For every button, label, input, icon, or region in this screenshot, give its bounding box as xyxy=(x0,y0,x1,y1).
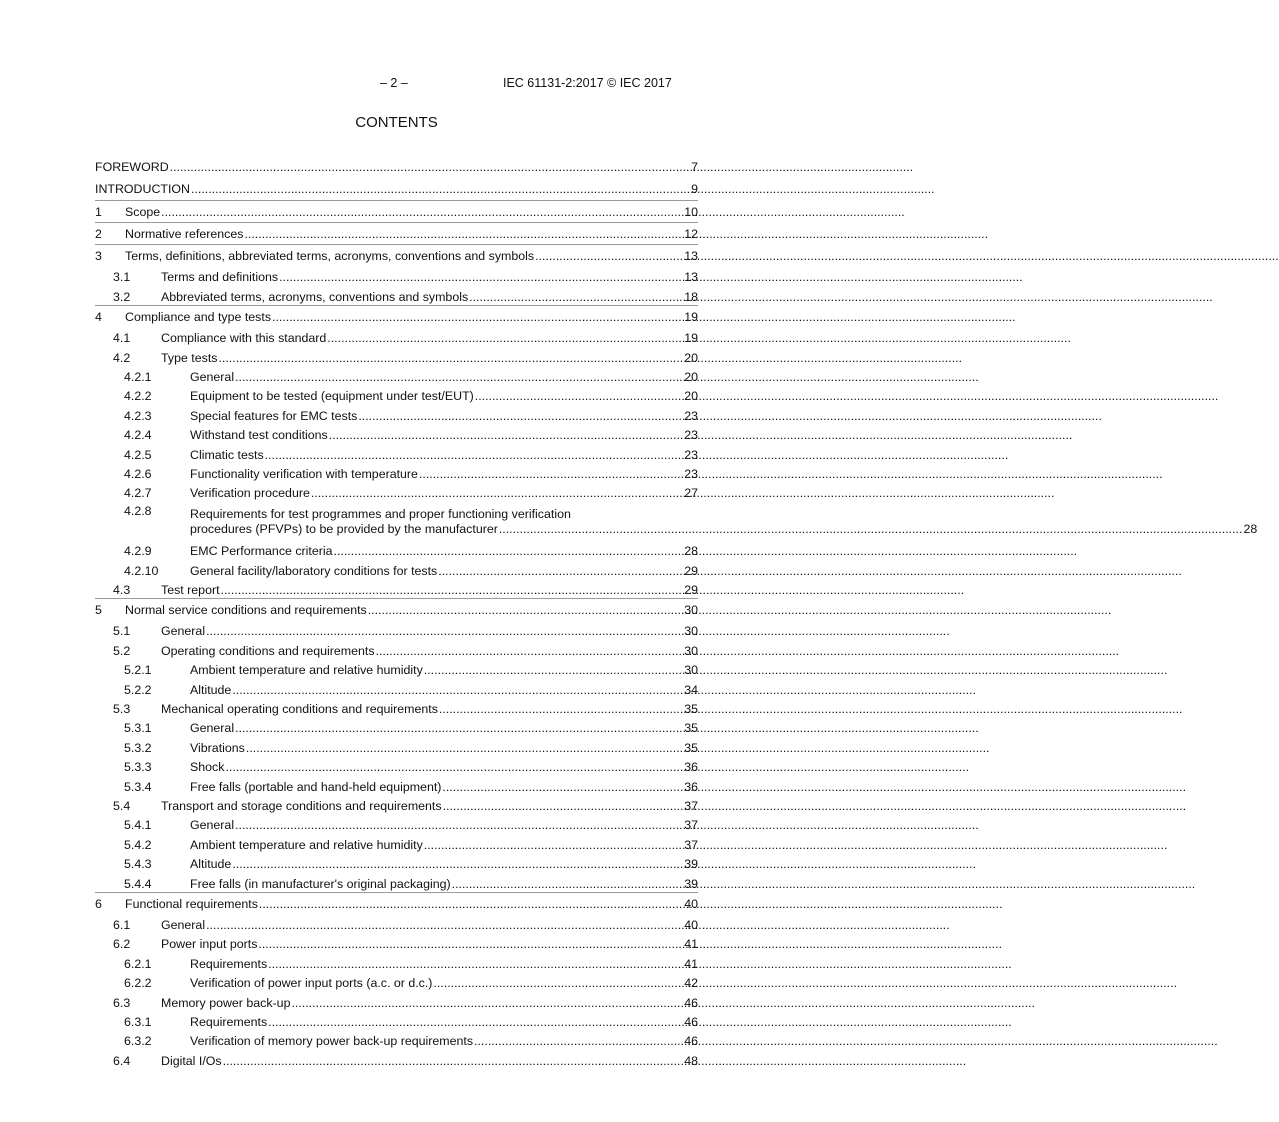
page-number: – 2 – xyxy=(380,76,408,90)
toc-entry-title: Compliance with this standard xyxy=(161,331,327,346)
toc-entry-page: 28 xyxy=(1243,522,1258,537)
toc-entry-number: 1 xyxy=(95,205,102,220)
toc-entry[interactable] xyxy=(95,463,698,482)
toc-dot-leader xyxy=(376,644,684,659)
toc-entry-page: 40 xyxy=(684,897,698,912)
toc-entry-title: Verification of memory power back-up requirements xyxy=(190,1034,474,1049)
toc-entry-number: 6.2.1 xyxy=(124,956,152,971)
toc-entry-title: Verification procedure xyxy=(190,486,310,501)
toc-entry[interactable] xyxy=(95,1050,698,1069)
toc-entry-number: 5.2.1 xyxy=(124,663,152,678)
toc-entry-number: 6.4 xyxy=(113,1053,131,1068)
toc-entry[interactable] xyxy=(95,659,698,678)
toc-dot-leader xyxy=(419,467,683,482)
toc-dot-leader xyxy=(235,818,683,833)
toc-entry[interactable] xyxy=(95,892,698,912)
toc-entry-title: Ambient temperature and relative humidity xyxy=(190,837,423,852)
toc-entry-title: General xyxy=(190,818,235,833)
toc-entry[interactable] xyxy=(95,244,698,264)
standard-reference: IEC 61131-2:2017 © IEC 2017 xyxy=(503,76,672,90)
toc-entry[interactable] xyxy=(95,914,698,933)
toc-entry-page: 35 xyxy=(684,702,698,717)
toc-entry-page: 7 xyxy=(691,160,698,175)
toc-entry-number: 3 xyxy=(95,249,102,264)
toc-entry-number: 6.2 xyxy=(113,937,131,952)
toc-entry-page: 30 xyxy=(684,643,698,658)
toc-dot-leader xyxy=(235,721,683,736)
toc-dot-leader xyxy=(206,918,683,933)
toc-dot-leader xyxy=(535,249,683,264)
toc-entry-title: Free falls (in manufacturer's original packaging) xyxy=(190,876,451,891)
toc-entry-number: 5.3 xyxy=(113,702,131,717)
toc-entry[interactable] xyxy=(95,737,698,756)
toc-entry[interactable] xyxy=(95,443,698,462)
toc-entry-page: 30 xyxy=(684,624,698,639)
toc-entry-page: 23 xyxy=(684,408,698,423)
toc-dot-leader xyxy=(368,603,683,618)
toc-dot-leader xyxy=(161,205,683,220)
toc-entry[interactable] xyxy=(95,853,698,872)
toc-entry-title: General xyxy=(161,918,206,933)
toc-dot-leader xyxy=(291,996,683,1011)
toc-entry-number: 4.2.3 xyxy=(124,408,152,423)
toc-entry-title: Altitude xyxy=(190,682,232,697)
toc-entry-title: General xyxy=(161,624,206,639)
toc-dot-leader xyxy=(442,780,683,795)
toc-entry[interactable] xyxy=(95,404,698,423)
toc-entry[interactable] xyxy=(95,678,698,697)
toc-entry-number: 5.3.3 xyxy=(124,760,152,775)
toc-entry-title: Equipment to be tested (equipment under test/EUT) xyxy=(190,389,474,404)
toc-dot-leader xyxy=(474,1034,683,1049)
toc-entry-page: 37 xyxy=(684,799,698,814)
toc-entry-page: 28 xyxy=(684,544,698,559)
toc-entry-number: 6 xyxy=(95,897,102,912)
toc-entry-title: Withstand test conditions xyxy=(190,428,328,443)
toc-dot-leader xyxy=(191,182,690,197)
toc-entry-number: 4.2.5 xyxy=(124,447,152,462)
toc-entry-number: 2 xyxy=(95,227,102,242)
toc-entry-number: 5.4.4 xyxy=(124,876,152,891)
toc-entry-title: General facility/laboratory conditions for tests xyxy=(190,563,438,578)
toc-entry-page: 19 xyxy=(684,310,698,325)
toc-entry-title: EMC Performance criteria xyxy=(190,544,333,559)
toc-entry-page: 39 xyxy=(684,857,698,872)
toc-entry-page: 23 xyxy=(684,466,698,481)
toc-entry[interactable] xyxy=(95,991,698,1010)
page-title: CONTENTS xyxy=(355,114,438,131)
toc-entry-page: 20 xyxy=(684,369,698,384)
toc-entry-page: 20 xyxy=(684,389,698,404)
toc-dot-leader xyxy=(232,683,683,698)
toc-entry-page: 46 xyxy=(684,1015,698,1030)
toc-entry-title: Terms, definitions, abbreviated terms, acronyms, conventions and symbols xyxy=(125,249,535,264)
toc-dot-leader xyxy=(232,857,683,872)
toc-entry-title: Memory power back-up xyxy=(161,995,291,1010)
toc-entry[interactable] xyxy=(95,385,698,404)
toc-entry-title: Abbreviated terms, acronyms, conventions and symbols xyxy=(161,289,469,304)
toc-entry[interactable] xyxy=(95,756,698,775)
toc-entry-page: 18 xyxy=(684,289,698,304)
toc-entry[interactable] xyxy=(95,640,698,659)
toc-entry-number: 5.4.2 xyxy=(124,837,152,852)
toc-entry-title: Altitude xyxy=(190,857,232,872)
toc-entry[interactable] xyxy=(95,200,698,220)
toc-entry-page: 48 xyxy=(684,1053,698,1068)
toc-entry[interactable] xyxy=(95,795,698,814)
toc-entry-page: 41 xyxy=(684,956,698,971)
toc-dot-leader xyxy=(265,448,684,463)
toc-entry-title: Special features for EMC tests xyxy=(190,408,358,423)
toc-entry-number: 5.2 xyxy=(113,643,131,658)
toc-entry[interactable] xyxy=(95,814,698,833)
toc-entry[interactable] xyxy=(95,540,698,559)
toc-entry-number: 4.2 xyxy=(113,350,131,365)
toc-entry-title: Functional requirements xyxy=(125,897,258,912)
toc-entry-page: 29 xyxy=(684,563,698,578)
toc-entry-page: 37 xyxy=(684,837,698,852)
toc-entry[interactable] xyxy=(95,366,698,385)
toc-entry-page: 30 xyxy=(684,663,698,678)
toc-entry-page: 46 xyxy=(684,1034,698,1049)
toc-entry-number: 4 xyxy=(95,310,102,325)
toc-dot-leader xyxy=(259,897,683,912)
toc-dot-leader xyxy=(358,409,683,424)
toc-entry-title: Scope xyxy=(125,205,161,220)
toc-entry-page: 37 xyxy=(684,818,698,833)
toc-dot-leader xyxy=(475,389,683,404)
toc-entry-page: 29 xyxy=(684,583,698,598)
toc-entry-number: 4.2.8 xyxy=(124,504,152,519)
toc-entry[interactable] xyxy=(95,834,698,853)
toc-entry-title: Free falls (portable and hand-held equipment) xyxy=(190,779,442,794)
toc-dot-leader xyxy=(223,1054,684,1069)
toc-entry[interactable] xyxy=(95,872,698,891)
toc-dot-leader xyxy=(235,370,683,385)
toc-entry-title: Functionality verification with temperature xyxy=(190,466,418,481)
toc-dot-leader xyxy=(279,270,683,285)
toc-entry-number: 4.1 xyxy=(113,331,131,346)
toc-entry-title: Requirements for test programmes and proper functioning verification xyxy=(190,507,571,522)
toc-dot-leader xyxy=(469,290,683,305)
toc-entry[interactable] xyxy=(95,953,698,972)
toc-dot-leader xyxy=(244,227,683,242)
toc-dot-leader xyxy=(268,957,683,972)
toc-entry-page: 27 xyxy=(684,486,698,501)
toc-entry-page: 9 xyxy=(691,182,698,197)
toc-entry-title: Test report xyxy=(161,583,220,598)
toc-entry[interactable] xyxy=(95,266,698,285)
toc-entry[interactable] xyxy=(95,346,698,365)
toc-entry-title: FOREWORD xyxy=(95,160,169,175)
toc-entry-page: 19 xyxy=(684,331,698,346)
toc-dot-leader xyxy=(272,310,683,325)
toc-dot-leader xyxy=(499,522,1243,537)
toc-dot-leader xyxy=(439,702,683,717)
toc-entry-number: 4.2.2 xyxy=(124,389,152,404)
toc-dot-leader xyxy=(311,486,683,501)
toc-entry[interactable] xyxy=(95,1011,698,1030)
toc-entry[interactable] xyxy=(95,156,698,175)
toc-entry[interactable] xyxy=(95,305,698,325)
toc-dot-leader xyxy=(225,760,683,775)
toc-dot-leader xyxy=(258,937,683,952)
toc-entry-title: Shock xyxy=(190,760,225,775)
toc-entry-number: 4.2.1 xyxy=(124,369,152,384)
toc-entry-number: 5.3.1 xyxy=(124,721,152,736)
toc-entry-page: 34 xyxy=(684,682,698,697)
toc-entry-page: 46 xyxy=(684,995,698,1010)
toc-entry-page: 41 xyxy=(684,937,698,952)
toc-entry-page: 10 xyxy=(684,205,698,220)
toc-entry-title: Ambient temperature and relative humidity xyxy=(190,663,423,678)
toc-entry-number: 5.2.2 xyxy=(124,682,152,697)
toc-entry-title: Type tests xyxy=(161,350,218,365)
toc-entry-title: General xyxy=(190,721,235,736)
toc-entry-number: 6.2.2 xyxy=(124,976,152,991)
toc-entry[interactable] xyxy=(95,775,698,794)
toc-entry-page: 12 xyxy=(684,227,698,242)
toc-entry-number: 5.3.2 xyxy=(124,740,152,755)
toc-dot-leader xyxy=(334,544,684,559)
toc-entry-title: INTRODUCTION xyxy=(95,182,190,197)
toc-dot-leader xyxy=(424,838,683,853)
toc-entry-page: 13 xyxy=(684,270,698,285)
toc-entry-number: 6.3.1 xyxy=(124,1015,152,1030)
toc-entry-page: 39 xyxy=(684,876,698,891)
toc-entry-number: 6.3 xyxy=(113,995,131,1010)
toc-entry-page: 13 xyxy=(684,249,698,264)
toc-dot-leader xyxy=(452,877,684,892)
toc-entry-title: Operating conditions and requirements xyxy=(161,643,375,658)
toc-entry[interactable] xyxy=(95,620,698,639)
toc-entry-title: General xyxy=(190,369,235,384)
toc-entry-page: 36 xyxy=(684,779,698,794)
toc-entry[interactable] xyxy=(95,178,698,197)
toc-entry-number: 5.4.3 xyxy=(124,857,152,872)
toc-entry-page: 35 xyxy=(684,740,698,755)
toc-dot-leader xyxy=(268,1015,683,1030)
toc-entry[interactable] xyxy=(95,579,698,598)
toc-entry-title: Digital I/Os xyxy=(161,1053,222,1068)
toc-entry-title: Normative references xyxy=(125,227,244,242)
toc-entry-title: Climatic tests xyxy=(190,447,264,462)
toc-entry-number: 6.1 xyxy=(113,918,131,933)
toc-dot-leader xyxy=(438,564,683,579)
toc-entry[interactable] xyxy=(95,327,698,346)
toc-entry-page: 23 xyxy=(684,428,698,443)
toc-entry-page: 20 xyxy=(684,350,698,365)
toc-entry-page: 42 xyxy=(684,976,698,991)
toc-entry-page: 36 xyxy=(684,760,698,775)
toc-entry-title: Vibrations xyxy=(190,740,245,755)
toc-entry[interactable] xyxy=(95,1030,698,1049)
toc-entry-page: 30 xyxy=(684,603,698,618)
toc-entry-number: 3.2 xyxy=(113,289,131,304)
toc-entry-number: 5.3.4 xyxy=(124,779,152,794)
toc-entry-number: 4.2.9 xyxy=(124,544,152,559)
toc-entry-title: Transport and storage conditions and requirements xyxy=(161,799,442,814)
toc-dot-leader xyxy=(433,976,683,991)
toc-entry[interactable] xyxy=(95,559,698,578)
toc-dot-leader xyxy=(246,741,683,756)
toc-entry-title: Requirements xyxy=(190,956,268,971)
toc-entry-number: 5.4.1 xyxy=(124,818,152,833)
toc-entry-number: 4.3 xyxy=(113,583,131,598)
toc-dot-leader xyxy=(424,663,683,678)
toc-entry-number: 5.4 xyxy=(113,799,131,814)
toc-entry[interactable] xyxy=(95,482,698,501)
toc-dot-leader xyxy=(329,428,683,443)
toc-entry-title: Terms and definitions xyxy=(161,270,279,285)
toc-entry[interactable] xyxy=(95,972,698,991)
toc-entry-title-continued: procedures (PFVPs) to be provided by the manufacturer xyxy=(190,522,498,537)
toc-entry-page: 40 xyxy=(684,918,698,933)
toc-entry-title: Normal service conditions and requirements xyxy=(125,603,367,618)
toc-entry-page: 35 xyxy=(684,721,698,736)
toc-entry-title: Verification of power input ports (a.c. or d.c.) xyxy=(190,976,433,991)
toc-entry-number: 5.1 xyxy=(113,624,131,639)
toc-entry-title: Requirements xyxy=(190,1015,268,1030)
toc-entry-number: 3.1 xyxy=(113,270,131,285)
toc-entry[interactable] xyxy=(95,933,698,952)
toc-entry-number: 6.3.2 xyxy=(124,1034,152,1049)
toc-entry[interactable] xyxy=(95,501,1258,537)
toc-dot-leader xyxy=(218,351,683,366)
toc-entry-title: Compliance and type tests xyxy=(125,310,272,325)
toc-entry[interactable] xyxy=(95,598,698,618)
toc-entry[interactable] xyxy=(95,222,698,242)
toc-entry[interactable] xyxy=(95,424,698,443)
toc-entry-number: 4.2.4 xyxy=(124,428,152,443)
toc-dot-leader xyxy=(206,624,683,639)
toc-dot-leader xyxy=(221,583,684,598)
toc-entry[interactable] xyxy=(95,717,698,736)
toc-dot-leader xyxy=(327,331,683,346)
toc-entry-number: 4.2.7 xyxy=(124,486,152,501)
toc-dot-leader xyxy=(443,799,684,814)
toc-entry-title: Mechanical operating conditions and requirements xyxy=(161,702,438,717)
toc-entry-number: 4.2.10 xyxy=(124,563,159,578)
toc-dot-leader xyxy=(170,160,690,175)
toc-entry-number: 4.2.6 xyxy=(124,466,152,481)
toc-entry-page: 23 xyxy=(684,447,698,462)
toc-entry-title: Power input ports xyxy=(161,937,258,952)
toc-entry-number: 5 xyxy=(95,603,102,618)
toc-entry[interactable] xyxy=(95,698,698,717)
toc-entry[interactable] xyxy=(95,285,698,304)
